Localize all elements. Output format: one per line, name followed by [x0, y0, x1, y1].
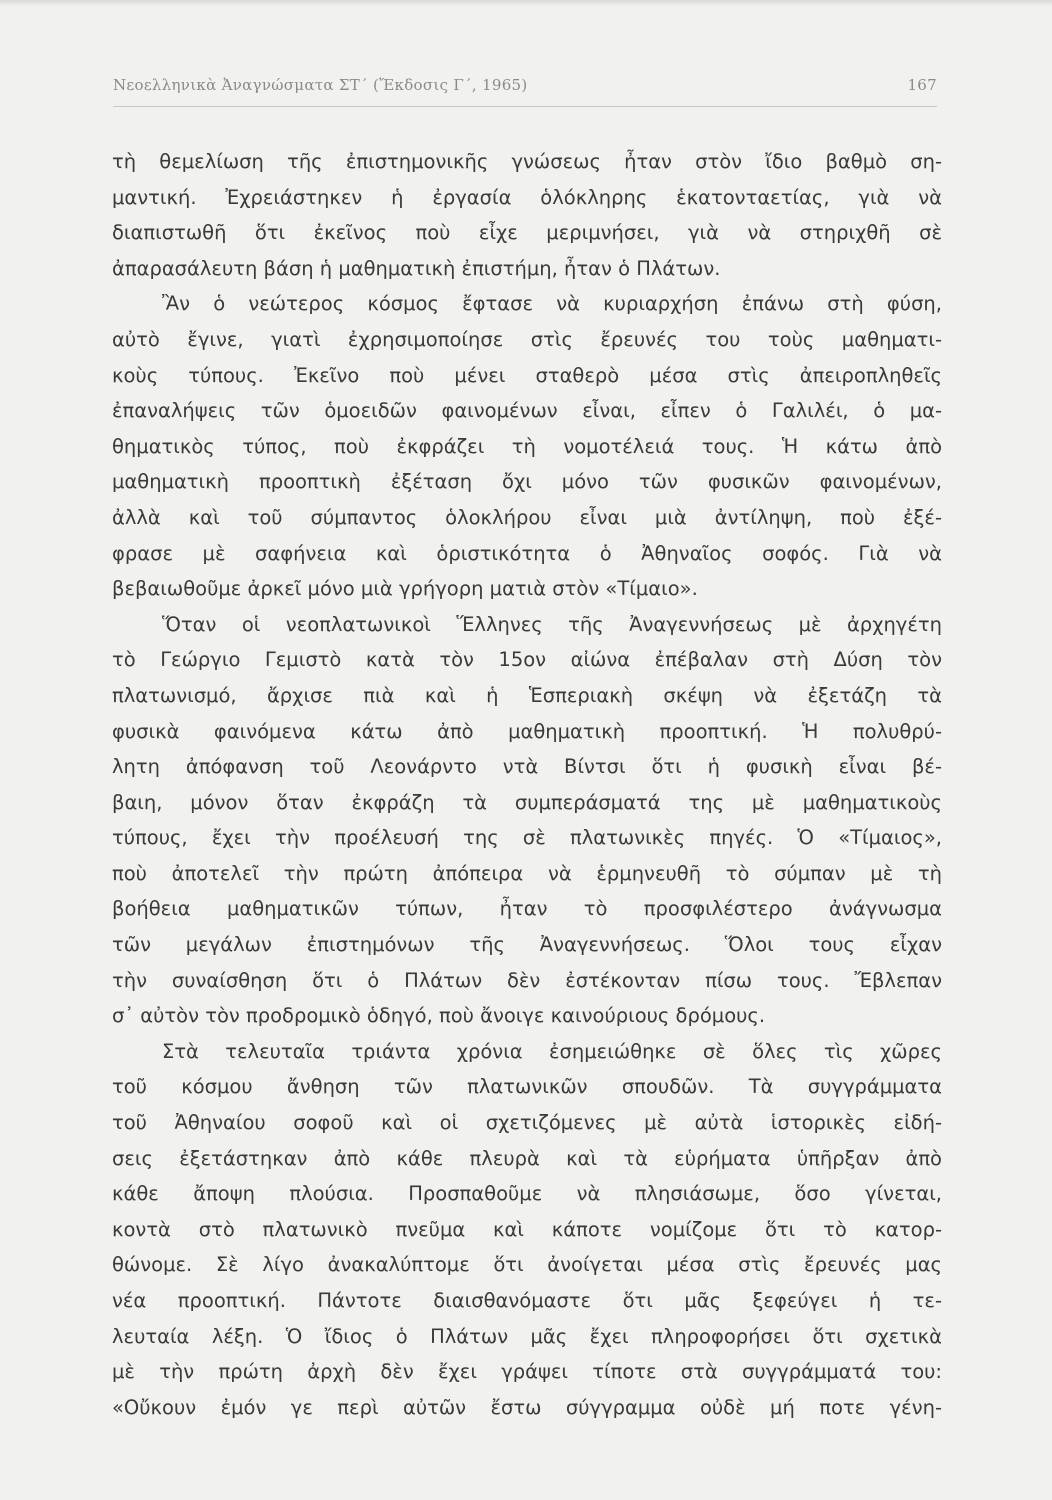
text-line: κοὺς τύπους. Ἐκεῖνο ποὺ μένει σταθερὸ μέσα στὶς ἀπειροπληθεῖς — [112, 363, 942, 387]
text-line: διαπιστωθῆ ὅτι ἐκεῖνος ποὺ εἶχε μεριμνήσει, γιὰ νὰ στηριχθῆ σὲ — [112, 221, 942, 245]
text-line: τύπους, ἔχει τὴν προέλευσή της σὲ πλατωνικὲς πηγές. Ὁ «Τίμαιος», — [112, 826, 942, 850]
text-line: σεις ἐξετάστηκαν ἀπὸ κάθε πλευρὰ καὶ τὰ εὑρήματα ὑπῆρξαν ἀπὸ — [112, 1146, 942, 1170]
text-line: ἀλλὰ καὶ τοῦ σύμπαντος ὁλοκλήρου εἶναι μιὰ ἀντίληψη, ποὺ ἐξέ- — [112, 505, 942, 529]
text-line: θώνομε. Σὲ λίγο ἀνακαλύπτομε ὅτι ἀνοίγεται μέσα στὶς ἔρευνές μας — [112, 1253, 942, 1277]
text-line: μὲ τὴν πρώτη ἀρχὴ δὲν ἔχει γράψει τίποτε στὰ συγγράμματά του: — [112, 1360, 942, 1384]
text-line: ἐπαναλήψεις τῶν ὁμοειδῶν φαινομένων εἶναι, εἶπεν ὁ Γαλιλέι, ὁ μα- — [112, 399, 942, 423]
text-line: τοῦ κόσμου ἄνθηση τῶν πλατωνικῶν σπουδῶν. Τὰ συγγράμματα — [112, 1075, 942, 1099]
text-line: τὸ Γεώργιο Γεμιστὸ κατὰ τὸν 15ον αἰώνα ἐπέβαλαν στὴ Δύση τὸν — [112, 648, 942, 672]
text-line: λητη ἀπόφανση τοῦ Λεονάρντο ντὰ Βίντσι ὅτι ἡ φυσικὴ εἶναι βέ- — [112, 755, 942, 779]
text-line: «Οὔκουν ἐμόν γε περὶ αὐτῶν ἔστω σύγγραμμα οὐδὲ μή ποτε γένη- — [112, 1395, 942, 1419]
text-line: πλατωνισμό, ἄρχισε πιὰ καὶ ἡ Ἑσπεριακὴ σκέψη νὰ ἐξετάζη τὰ — [112, 683, 942, 707]
paragraph-first-line: Ἂν ὁ νεώτερος κόσμος ἔφτασε νὰ κυριαρχήση ἐπάνω στὴ φύση, — [162, 292, 942, 316]
text-line: κάθε ἄποψη πλούσια. Προσπαθοῦμε νὰ πλησιάσωμε, ὅσο γίνεται, — [112, 1182, 942, 1206]
text-line: τοῦ Ἀθηναίου σοφοῦ καὶ οἱ σχετιζόμενες μὲ αὐτὰ ἱστορικὲς εἰδή- — [112, 1111, 942, 1135]
text-line: λευταία λέξη. Ὁ ἴδιος ὁ Πλάτων μᾶς ἔχει πληροφορήσει ὅτι σχετικὰ — [112, 1324, 942, 1348]
header-rule — [113, 106, 937, 107]
text-line: νέα προοπτική. Πάντοτε διαισθανόμαστε ὅτι μᾶς ξεφεύγει ἡ τε- — [112, 1289, 942, 1312]
page-number: 167 — [907, 76, 937, 94]
text-line: θηματικὸς τύπος, ποὺ ἐκφράζει τὴ νομοτέλειά τους. Ἡ κάτω ἀπὸ — [112, 434, 942, 458]
text-line: τῶν μεγάλων ἐπιστημόνων τῆς Ἀναγεννήσεως. Ὅλοι τους εἶχαν — [112, 933, 942, 957]
text-line: βαιη, μόνον ὅταν ἐκφράζη τὰ συμπεράσματά της μὲ μαθηματικοὺς — [112, 790, 942, 814]
text-line: φυσικὰ φαινόμενα κάτω ἀπὸ μαθηματικὴ προοπτική. Ἡ πολυθρύ- — [112, 719, 942, 743]
text-line: βεβαιωθοῦμε ἀρκεῖ μόνο μιὰ γρήγορη ματιὰ στὸν «Τίμαιο». — [112, 577, 698, 601]
text-line: τὴ θεμελίωση τῆς ἐπιστημονικῆς γνώσεως ἦταν στὸν ἴδιο βαθμὸ ση- — [112, 150, 942, 173]
body-text — [112, 144, 942, 1425]
text-line: ἀπαρασάλευτη βάση ἡ μαθηματικὴ ἐπιστήμη, ἦταν ὁ Πλάτων. — [112, 256, 721, 280]
running-header — [113, 76, 937, 94]
text-line: τὴν συναίσθηση ὅτι ὁ Πλάτων δὲν ἐστέκονταν πίσω τους. Ἔβλεπαν — [112, 968, 942, 992]
text-line: κοντὰ στὸ πλατωνικὸ πνεῦμα καὶ κάποτε νομίζομε ὅτι τὸ κατορ- — [112, 1217, 942, 1241]
text-line: αὐτὸ ἔγινε, γιατὶ ἐχρησιμοποίησε στὶς ἔρευνές του τοὺς μαθηματι- — [112, 327, 942, 351]
paragraph-first-line: Ὅταν οἱ νεοπλατωνικοὶ Ἕλληνες τῆς Ἀναγεννήσεως μὲ ἀρχηγέτη — [162, 612, 942, 636]
running-title: Νεοελληνικὰ Ἀναγνώσματα ΣΤ΄ (Ἔκδοσις Γ΄, 1965) — [113, 76, 528, 94]
text-line: μαντική. Ἐχρειάστηκεν ἡ ἐργασία ὁλόκληρης ἑκατονταετίας, γιὰ νὰ — [112, 185, 942, 209]
text-line: σ᾿ αὐτὸν τὸν προδρομικὸ ὁδηγό, ποὺ ἄνοιγε καινούριους δρόμους. — [112, 1004, 766, 1028]
text-line: μαθηματικὴ προοπτικὴ ἐξέταση ὄχι μόνο τῶν φυσικῶν φαινομένων, — [112, 470, 942, 494]
page-top-edge — [0, 0, 1052, 6]
text-line: φρασε μὲ σαφήνεια καὶ ὁριστικότητα ὁ Ἀθηναῖος σοφός. Γιὰ νὰ — [112, 541, 942, 565]
text-line: ποὺ ἀποτελεῖ τὴν πρώτη ἀπόπειρα νὰ ἑρμηνευθῆ τὸ σύμπαν μὲ τὴ — [112, 861, 942, 885]
text-line: βοήθεια μαθηματικῶν τύπων, ἦταν τὸ προσφιλέστερο ἀνάγνωσμα — [112, 897, 942, 921]
paragraph-first-line: Στὰ τελευταῖα τριάντα χρόνια ἐσημειώθηκε σὲ ὅλες τὶς χῶρες — [162, 1039, 942, 1063]
